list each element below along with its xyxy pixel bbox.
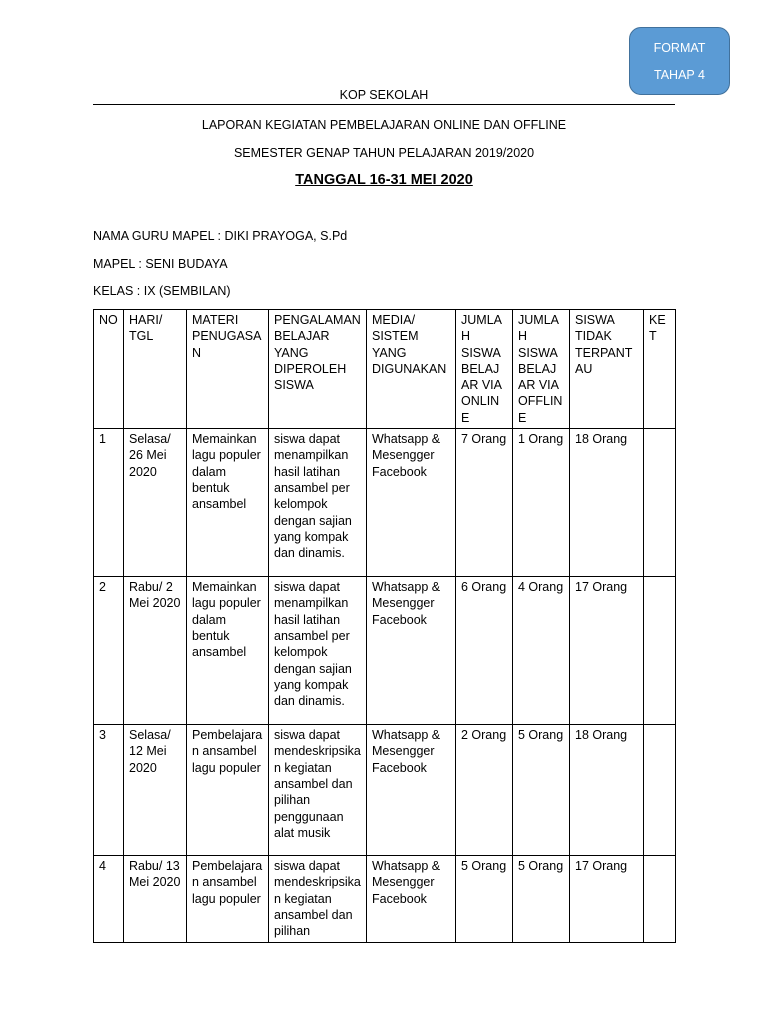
subject-name: MAPEL : SENI BUDAYA (93, 257, 228, 271)
cell-online: 5 Orang (456, 856, 513, 942)
cell-date: Selasa/ 26 Mei 2020 (124, 429, 187, 577)
report-title: LAPORAN KEGIATAN PEMBELAJARAN ONLINE DAN OFFLINE (201, 118, 567, 132)
cell-no: 2 (94, 577, 124, 725)
cell-offline: 5 Orang (513, 856, 570, 942)
badge-line-1: FORMAT (653, 41, 706, 55)
cell-untracked: 18 Orang (570, 725, 644, 856)
table-header-row (94, 310, 676, 429)
cell-material: Memainkan lagu populer dalam bentuk ansambel (187, 429, 269, 577)
col-header-offline: JUMLAH SISWA BELAJAR VIA OFFLINE (513, 310, 570, 429)
cell-offline: 4 Orang (513, 577, 570, 725)
table-row (94, 856, 676, 942)
cell-no: 1 (94, 429, 124, 577)
cell-material: Pembelajaran ansambel lagu populer (187, 856, 269, 942)
header-divider (93, 104, 675, 105)
cell-notes (644, 429, 676, 577)
cell-offline: 5 Orang (513, 725, 570, 856)
table-row (94, 725, 676, 856)
cell-date: Selasa/ 12 Mei 2020 (124, 725, 187, 856)
cell-media: Whatsapp & Mesengger Facebook (367, 856, 456, 942)
col-header-media: MEDIA/ SISTEM YANG DIGUNAKAN (367, 310, 456, 429)
cell-experience: siswa dapat menampilkan hasil latihan ansambel per kelompok dengan sajian yang kompak dan dinamis. (269, 429, 367, 577)
teacher-name: NAMA GURU MAPEL : DIKI PRAYOGA, S.Pd (93, 229, 348, 243)
report-date-range: TANGGAL 16-31 MEI 2020 (295, 172, 473, 188)
cell-offline: 1 Orang (513, 429, 570, 577)
cell-media: Whatsapp & Mesengger Facebook (367, 725, 456, 856)
cell-media: Whatsapp & Mesengger Facebook (367, 577, 456, 725)
table-row (94, 577, 676, 725)
col-header-no: NO (94, 310, 124, 429)
cell-notes (644, 856, 676, 942)
col-header-experience: PENGALAMAN BELAJAR YANG DIPEROLEH SISWA (269, 310, 367, 429)
cell-experience: siswa dapat menampilkan hasil latihan ansambel per kelompok dengan sajian yang kompak dan dinamis. (269, 577, 367, 725)
cell-date: Rabu/ 13 Mei 2020 (124, 856, 187, 942)
table-row (94, 429, 676, 577)
report-semester: SEMESTER GENAP TAHUN PELAJARAN 2019/2020 (233, 146, 535, 160)
cell-online: 2 Orang (456, 725, 513, 856)
cell-untracked: 18 Orang (570, 429, 644, 577)
cell-media: Whatsapp & Mesengger Facebook (367, 429, 456, 577)
cell-notes (644, 725, 676, 856)
class-name: KELAS : IX (SEMBILAN) (93, 284, 231, 298)
col-header-notes: KET (644, 310, 676, 429)
cell-online: 6 Orang (456, 577, 513, 725)
cell-no: 4 (94, 856, 124, 942)
report-table (93, 309, 676, 943)
cell-experience: siswa dapat mendeskripsikan kegiatan ansambel dan pilihan penggunaan alat musik (269, 725, 367, 856)
col-header-online: JUMLAH SISWA BELAJAR VIA ONLINE (456, 310, 513, 429)
cell-online: 7 Orang (456, 429, 513, 577)
badge-line-2: TAHAP 4 (654, 68, 705, 82)
col-header-date: HARI/ TGL (124, 310, 187, 429)
cell-no: 3 (94, 725, 124, 856)
cell-material: Pembelajaran ansambel lagu populer (187, 725, 269, 856)
cell-untracked: 17 Orang (570, 856, 644, 942)
cell-experience: siswa dapat mendeskripsikan kegiatan ansambel dan pilihan (269, 856, 367, 942)
cell-notes (644, 577, 676, 725)
kop-sekolah: KOP SEKOLAH (339, 88, 429, 102)
col-header-untracked: SISWA TIDAK TERPANTAU (570, 310, 644, 429)
cell-untracked: 17 Orang (570, 577, 644, 725)
cell-material: Memainkan lagu populer dalam bentuk ansambel (187, 577, 269, 725)
col-header-material: MATERI PENUGASAN (187, 310, 269, 429)
format-badge (629, 27, 730, 95)
cell-date: Rabu/ 2 Mei 2020 (124, 577, 187, 725)
